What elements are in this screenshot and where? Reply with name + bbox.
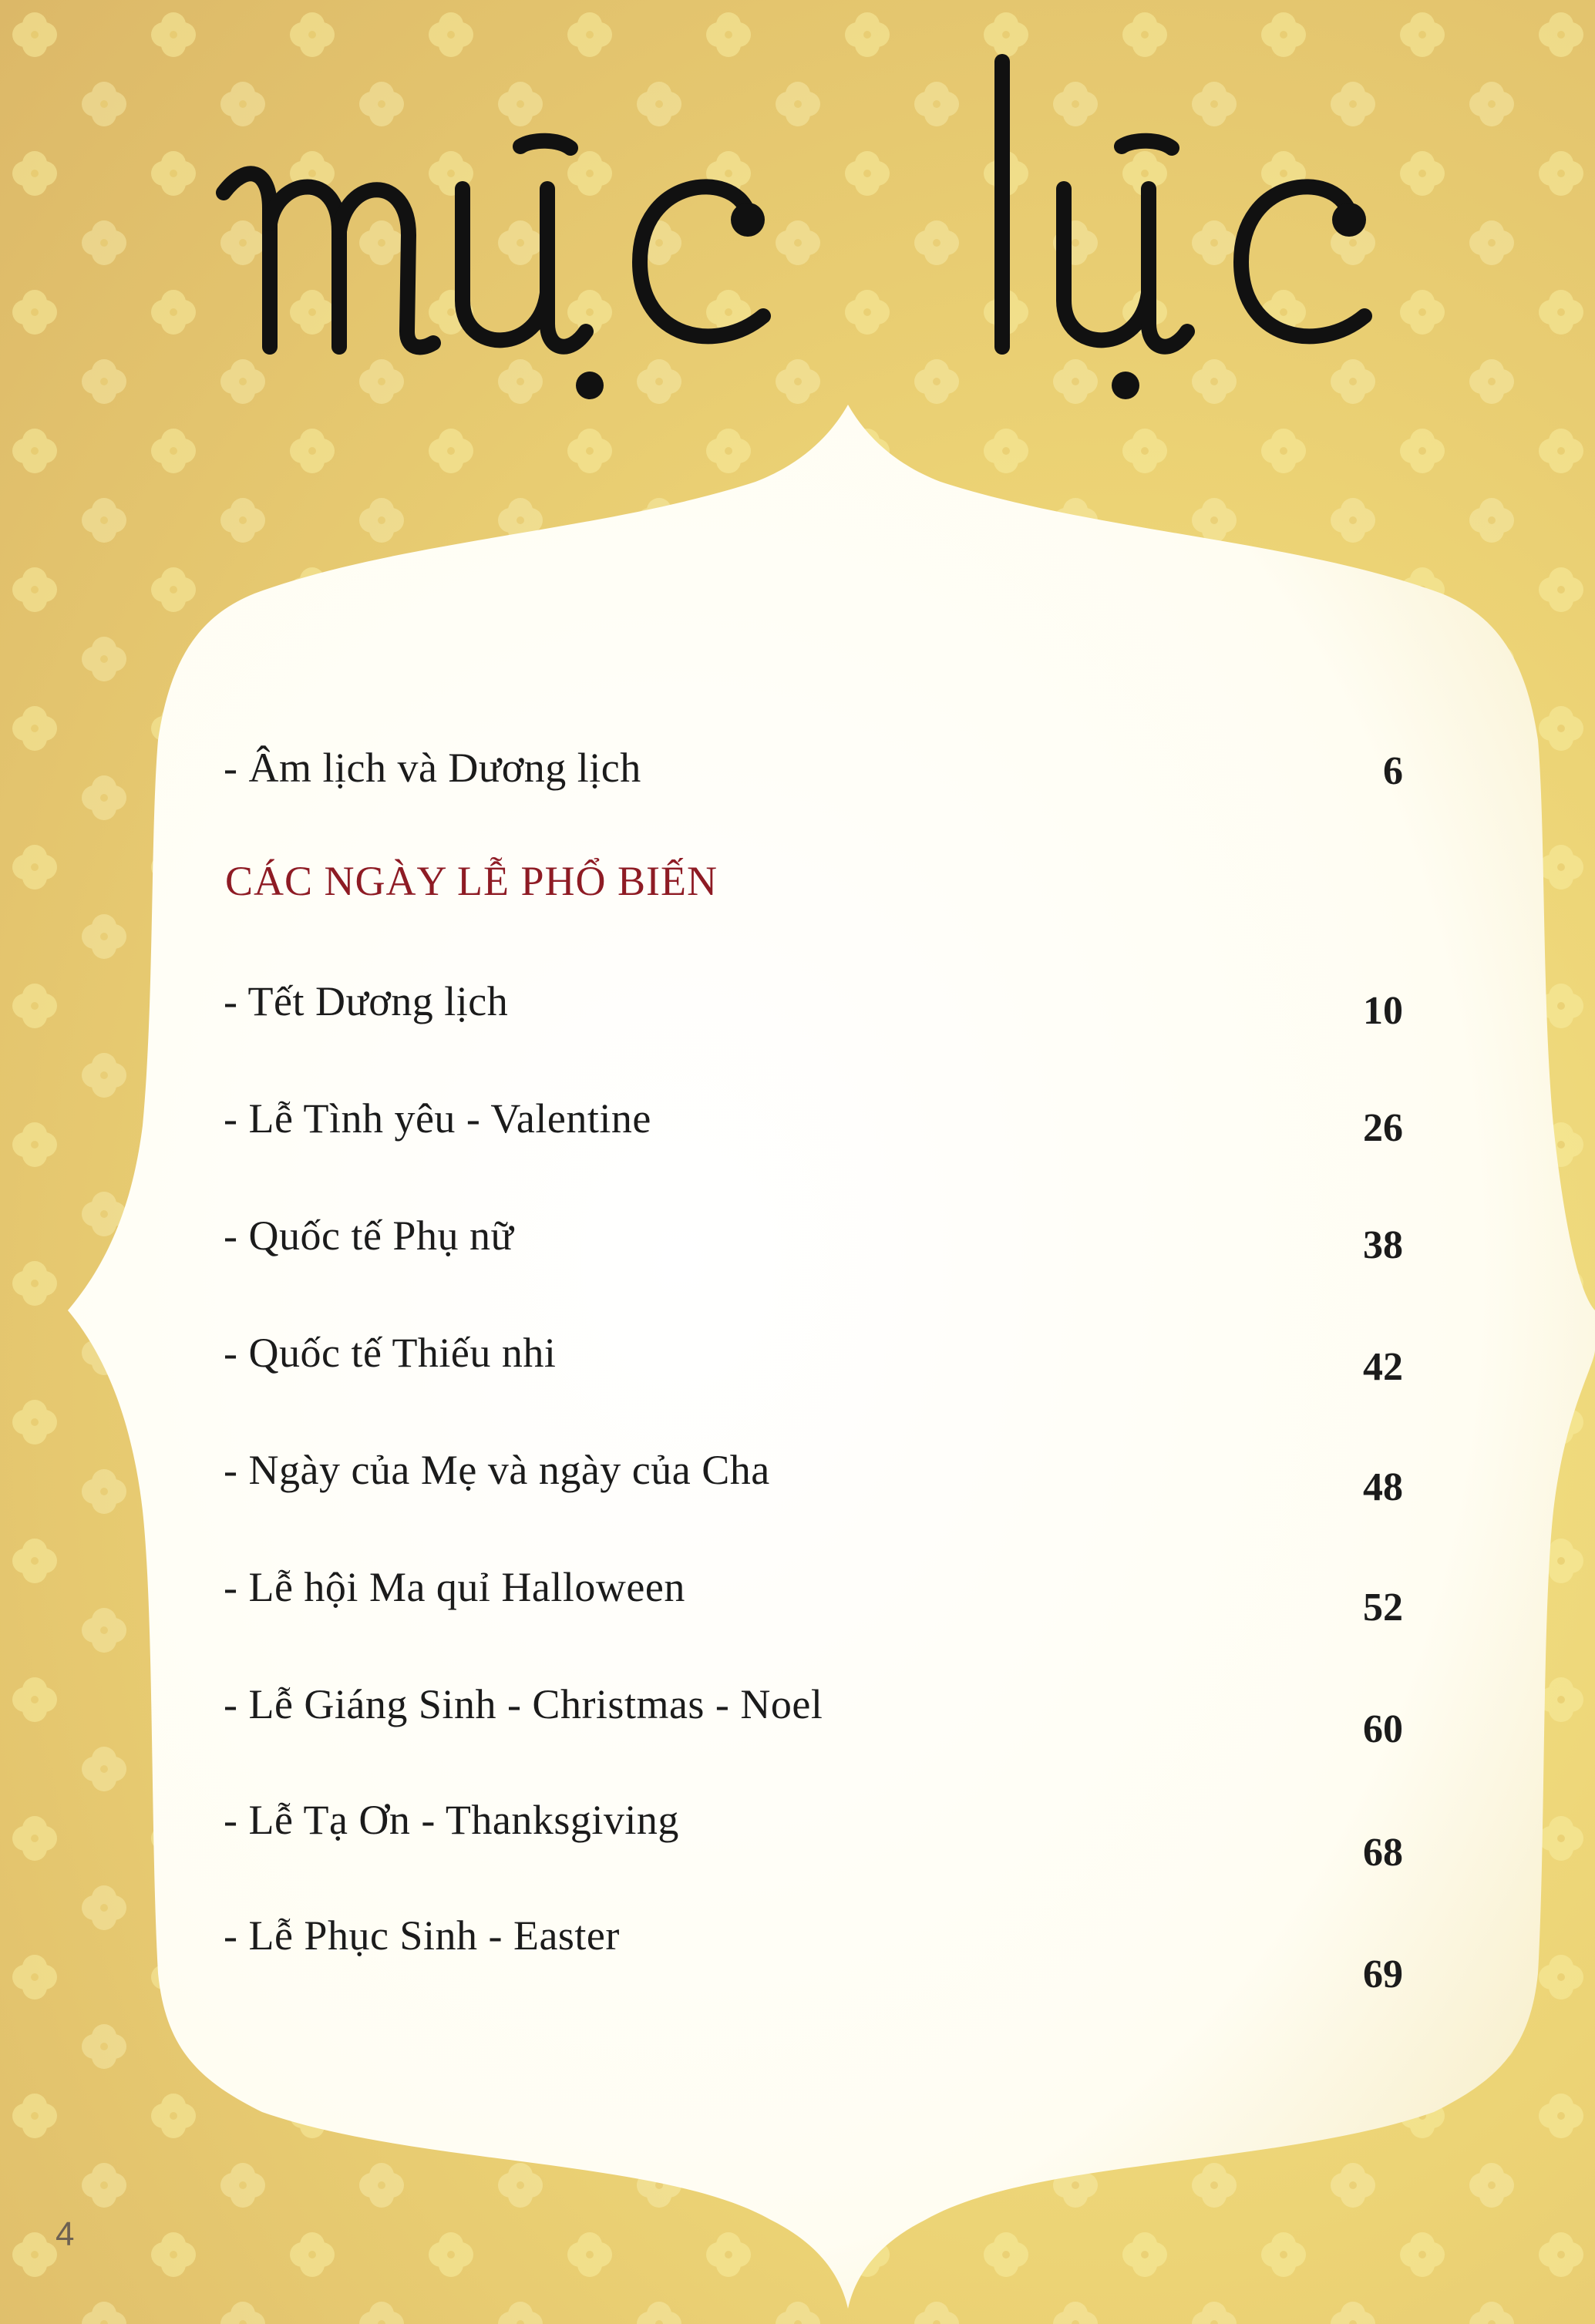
toc-page-number: 69	[1363, 1952, 1403, 1996]
toc-row	[224, 1912, 1403, 1996]
toc-page-number: 26	[1363, 1106, 1403, 1150]
toc-row	[224, 1095, 1403, 1156]
toc-entry-title: - Quốc tế Thiếu nhi	[224, 1330, 557, 1376]
toc-row	[224, 1446, 1403, 1508]
toc-entry-title: - Lễ Tạ Ơn - Thanksgiving	[224, 1797, 679, 1843]
section-heading: CÁC NGÀY LỄ PHỔ BIẾN	[225, 858, 718, 904]
page-title	[208, 46, 1411, 416]
toc-entry-title: - Quốc tế Phụ nữ	[224, 1212, 514, 1259]
toc-entry-title: - Tết Dương lịch	[224, 978, 509, 1024]
toc-entry-title: - Ngày của Mẹ và ngày của Cha	[224, 1447, 770, 1493]
toc-page-number: 6	[1383, 749, 1403, 793]
toc-entry-title: - Lễ Phục Sinh - Easter	[224, 1912, 620, 1959]
toc-page-number: 38	[1363, 1223, 1403, 1267]
toc-page-number: 10	[1363, 989, 1403, 1033]
toc-page-number: 42	[1363, 1345, 1403, 1389]
toc-entry-title: - Âm lịch và Dương lịch	[224, 745, 641, 791]
toc-entry-title: - Lễ hội Ma quỉ Halloween	[224, 1564, 685, 1610]
toc-row	[224, 1680, 1403, 1751]
toc-row	[224, 977, 1403, 1039]
toc-page-number: 52	[1363, 1586, 1403, 1629]
toc-entry-title: - Lễ Giáng Sinh - Christmas - Noel	[224, 1681, 823, 1727]
toc-row	[224, 1796, 1403, 1875]
toc-row	[224, 1329, 1403, 1391]
toc-row	[224, 1212, 1403, 1273]
page-number: 4	[56, 2215, 75, 2253]
toc-entry-title: - Lễ Tình yêu - Valentine	[224, 1095, 651, 1142]
toc-row	[224, 1563, 1403, 1629]
toc-page-number: 48	[1363, 1465, 1403, 1509]
toc-page-number: 60	[1363, 1707, 1403, 1751]
toc-row-intro	[224, 744, 1403, 805]
toc-page-number: 68	[1363, 1831, 1403, 1875]
